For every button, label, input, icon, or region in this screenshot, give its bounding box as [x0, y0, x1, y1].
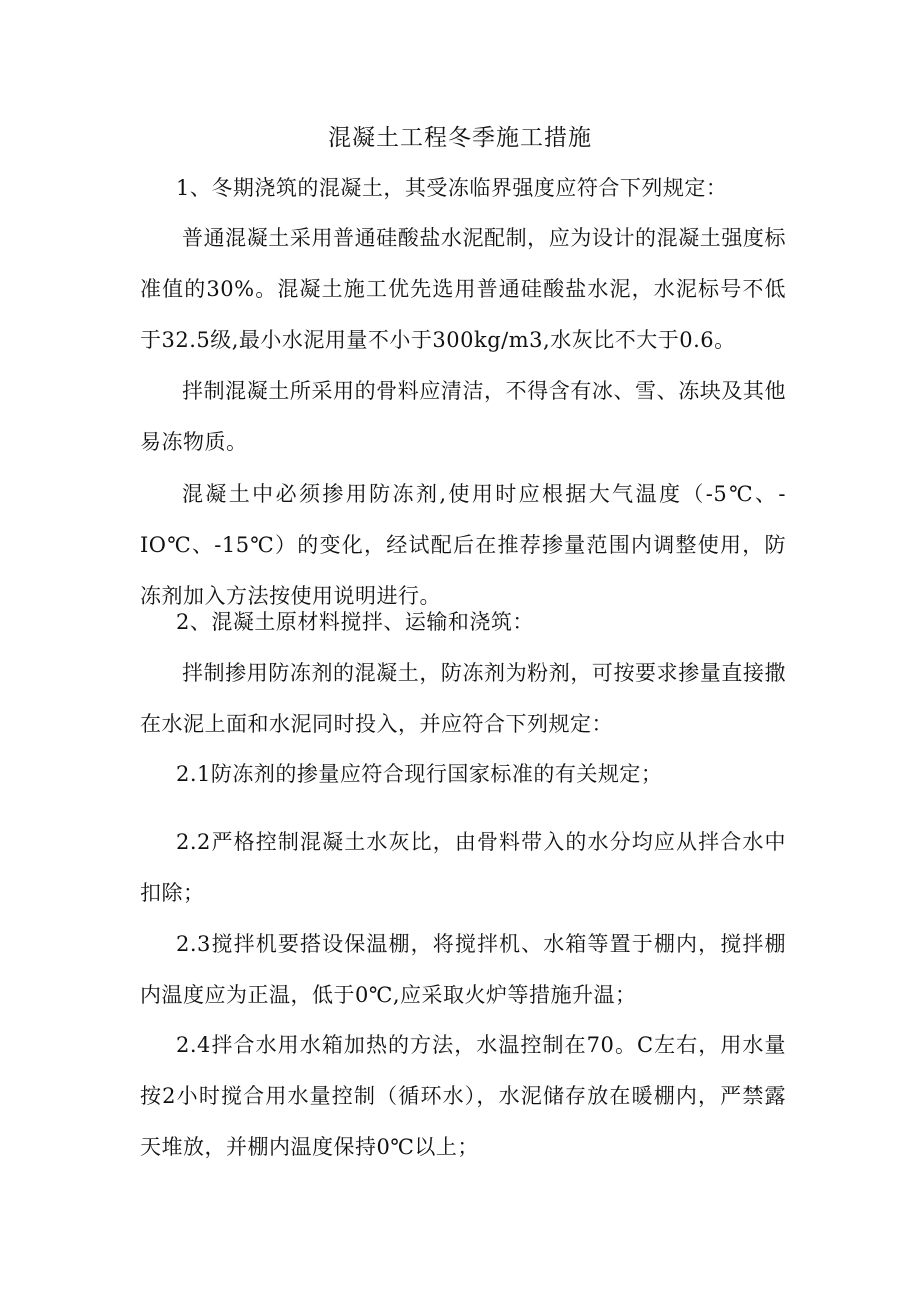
section-heading-2: 2、混凝土原材料搅拌、运输和浇筑：	[176, 610, 534, 634]
paragraph-mixing: 拌制掺用防冻剂的混凝土，防冻剂为粉剂，可按要求掺量直接撒在水泥上面和水泥同时投入，并应符合下列规定：	[140, 661, 786, 736]
clause-2-2: 2.2严格控制混凝土水灰比，由骨料带入的水分均应从拌合水中扣除；	[140, 830, 786, 905]
clause-2-3: 2.3搅拌机要搭设保温棚，将搅拌机、水箱等置于棚内，搅拌棚内温度应为正温，低于0℃,应采取火炉等措施升温；	[140, 932, 786, 1007]
paragraph-cement-requirements: 普通混凝土采用普通硅酸盐水泥配制，应为设计的混凝土强度标准值的30%。混凝土施工优先选用普通硅酸盐水泥，水泥标号不低于32.5级,最小水泥用量不小于300kg∕m3,水灰比不大于0.6。	[140, 226, 786, 352]
section-heading-1: 1、冬期浇筑的混凝土，其受冻临界强度应符合下列规定：	[176, 176, 728, 200]
page-title: 混凝土工程冬季施工措施	[328, 125, 592, 151]
paragraph-antifreeze: 混凝土中必须掺用防冻剂,使用时应根据大气温度（-5℃、-IO℃、-15℃）的变化，经试配后在推荐掺量范围内调整使用，防冻剂加入方法按使用说明进行。	[140, 482, 786, 608]
paragraph-aggregate: 拌制混凝土所采用的骨料应清洁，不得含有冰、雪、冻块及其他易冻物质。	[140, 379, 786, 454]
clause-2-4: 2.4拌合水用水箱加热的方法，水温控制在70。C左右，用水量按2小时搅合用水量控制（循环水），水泥储存放在暖棚内，严禁露天堆放，并棚内温度保持0℃以上；	[140, 1033, 786, 1159]
clause-2-1: 2.1防冻剂的掺量应符合现行国家标准的有关规定；	[176, 762, 663, 786]
